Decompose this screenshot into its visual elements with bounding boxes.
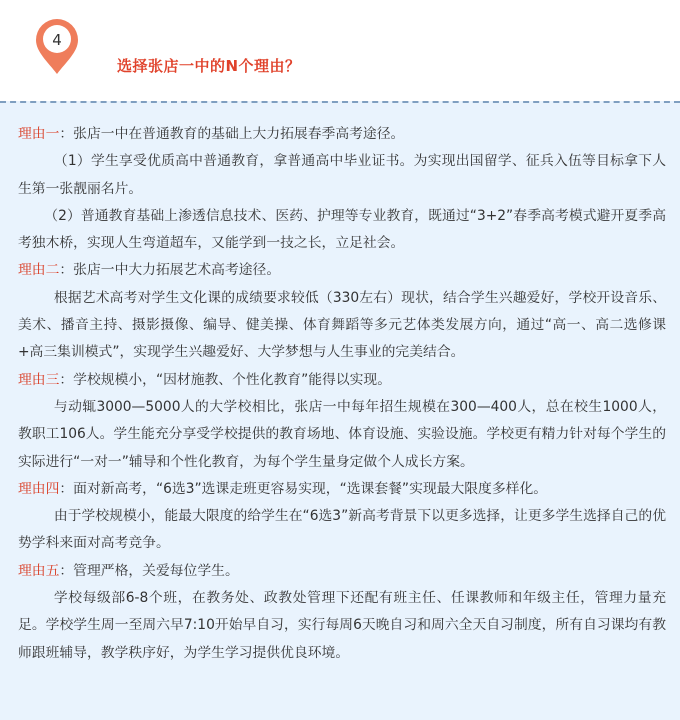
paragraph: 由于学校规模小，能最大限度的给学生在“6选3”新高考背景下以更多选择，让更多学生选择自己的优势学科来面对高考竞争。 xyxy=(18,508,666,552)
reason-label: 理由四 xyxy=(18,480,60,497)
paragraph: 根据艺术高考对学生文化课的成绩要求较低（330左右）现状，结合学生兴趣爱好，学校开设音乐、美术、播音主持、摄影摄像、编导、健美操、体育舞蹈等多元艺体类发展方向，通过“高一、高二选修课+高三集训模式”，实现学生兴趣爱好、大学梦想与人生事业的完美结合。 xyxy=(18,289,666,361)
article-body xyxy=(0,101,680,720)
reason-label: 理由一 xyxy=(18,126,60,142)
paragraph: 与动辄3000—5000人的大学校相比，张店一中每年招生规模在300—400人，总在校生1000人，教职工106人。学生能充分享受学校提供的教育场地、体育设施、实验设施。学校更有精力针对每个学生的实际进行“一对一”辅导和个性化教育，为每个学生量身定做个人成长方案。 xyxy=(18,398,666,470)
reason-text: ：张店一中大力拓展艺术高考途径。 xyxy=(59,262,281,279)
paragraph: （1）学生享受优质高中普通教育，拿普通高中毕业证书。为实现出国留学、征兵入伍等目标拿下人生第一张靓丽名片。 xyxy=(18,153,666,197)
reason-label: 理由三 xyxy=(18,371,60,388)
section-header xyxy=(0,0,680,100)
reason-label: 理由五 xyxy=(18,562,60,579)
reason-text: ：张店一中在普通教育的基础上大力拓展春季高考途径。 xyxy=(59,126,405,142)
paragraph-reason-4 xyxy=(18,476,666,503)
reason-label: 理由二 xyxy=(18,262,60,279)
reason-text: ：面对新高考，“6选3”选课走班更容易实现，“选课套餐”实现最大限度多样化。 xyxy=(59,480,548,497)
reason-text: ：管理严格，关爱每位学生。 xyxy=(59,562,239,579)
paragraph: 学校每级部6-8个班，在教务处、政教处管理下还配有班主任、任课教师和年级主任，管理力量充足。学校学生周一至周六早7:10开始早自习，实行每周6天晚自习和周六全天自习制度，所有自习课均有教师跟班辅导，教学秩序好，为学生学习提供优良环境。 xyxy=(18,590,666,661)
paragraph-reason-3 xyxy=(18,367,666,394)
section-number: 4 xyxy=(52,31,62,49)
paragraph: （2）普通教育基础上渗透信息技术、医药、护理等专业教育，既通过“3+2”春季高考模式避开夏季高考独木桥，实现人生弯道超车，又能学到一技之长，立足社会。 xyxy=(18,207,666,252)
paragraph-reason-5 xyxy=(18,558,666,585)
reason-text: ：学校规模小，“因材施教、个性化教育”能得以实现。 xyxy=(59,371,392,388)
paragraph-reason-1 xyxy=(18,121,666,148)
section-title: 选择张店一中的N个理由？ xyxy=(117,57,301,75)
paragraph-reason-2 xyxy=(18,257,666,284)
